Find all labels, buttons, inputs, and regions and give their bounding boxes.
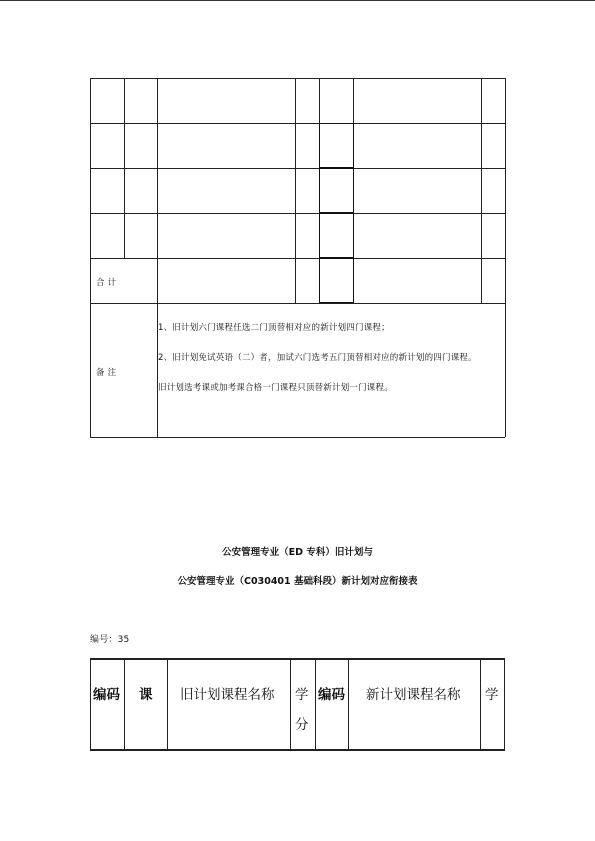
table2-top-border	[90, 658, 505, 660]
remarks-note-1: 1、旧计划六门课程任选二门顶替相对应的新计划四门课程；	[158, 323, 390, 333]
table1-col-line	[481, 78, 482, 303]
header-old-credit-top: 学	[295, 687, 309, 703]
remarks-note-3: 旧计划选考课或加考课合格一门课程只顶替新计划一门课程。	[158, 383, 393, 393]
table2-right-border	[504, 658, 505, 750]
table1-row-line	[90, 168, 505, 169]
table1-right-border	[505, 78, 506, 437]
header-old-code: 编码	[93, 687, 120, 703]
header-new-code: 编码	[318, 687, 345, 703]
table1-row-line	[90, 303, 505, 304]
header-new-course-name: 新计划课程名称	[366, 687, 461, 703]
table1-col-line	[295, 78, 296, 303]
table1-code-cell	[319, 123, 354, 168]
total-label: 合 计	[96, 278, 117, 288]
table1-left-border	[90, 78, 91, 437]
table1-bottom-border	[90, 437, 505, 438]
header-old-course-name: 旧计划课程名称	[180, 687, 275, 703]
table1-col-line	[124, 78, 125, 258]
header-course: 课	[139, 687, 153, 703]
header-new-credit: 学	[485, 687, 499, 703]
page-top-rule	[0, 0, 595, 1]
document-title-line-2: 公安管理专业（C030401 基础科段）新计划对应衔接表	[177, 576, 418, 587]
table2-col-line	[124, 658, 125, 750]
table2-col-line	[348, 658, 349, 750]
table2-col-line	[167, 658, 168, 750]
table2-header-bottom	[90, 749, 505, 751]
table1-row-line	[90, 213, 505, 214]
table1-top-border	[90, 78, 505, 79]
document-title-line-1: 公安管理专业（ED 专科）旧计划与	[222, 547, 373, 558]
remarks-label: 备 注	[96, 368, 117, 378]
table1-code-cell	[319, 213, 354, 258]
table1-row-line	[90, 123, 505, 124]
remarks-note-2: 2、旧计划免试英语（二）者，加试六门选考五门顶替相对应的新计划的四门课程。	[158, 353, 477, 363]
table1-code-cell	[319, 168, 354, 213]
table2-col-line	[315, 658, 316, 750]
document-number: 编号：35	[90, 635, 130, 645]
table1-code-cell	[319, 258, 354, 303]
table2-col-line	[480, 658, 481, 750]
table2-left-border	[90, 658, 91, 750]
table1-row-line	[90, 258, 505, 259]
header-old-credit-bottom: 分	[295, 717, 309, 733]
table2-col-line	[290, 658, 291, 750]
